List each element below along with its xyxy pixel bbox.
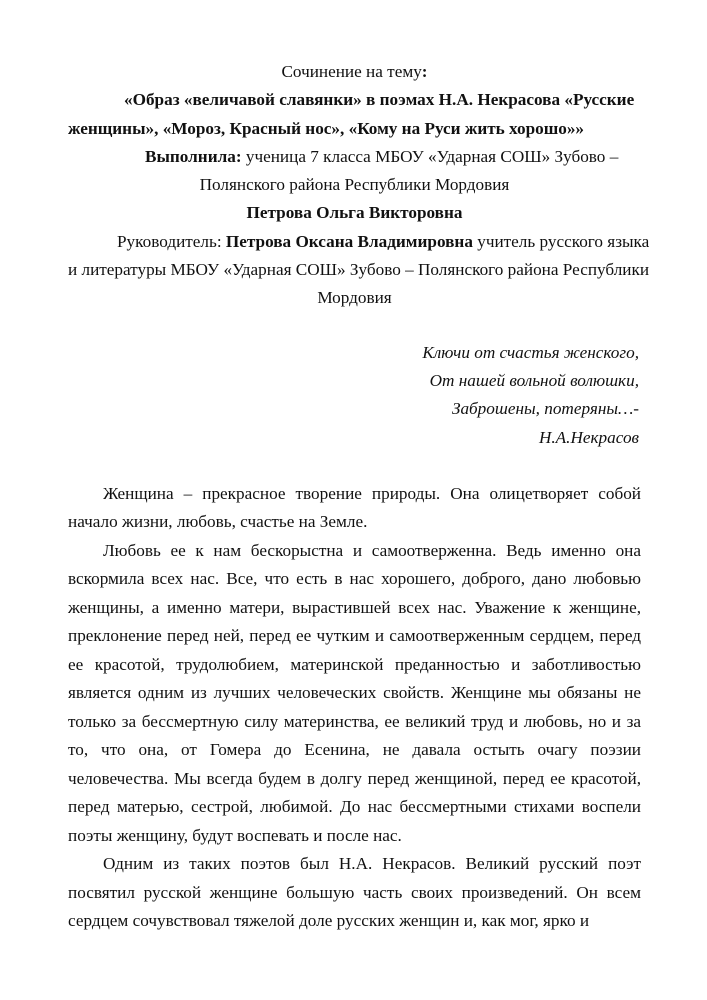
supervisor-line <box>68 228 650 256</box>
body-paragraph: Любовь ее к нам бескорыстна и самоотверженна. Ведь именно она вскормила всех нас. Все, что есть в нас хорошего, доброго, дано любовью женщины, а именно матери, вырастившей всех нас. Уважение к женщине, преклонение перед ней, перед ее чутким и самоотверженным сердцем, перед ее красотой, трудолюбием, материнской преданностью и заботливостью является одним из лучших человеческих свойств. Женщине мы обязаны не только за бессмертную силу материнства, ее великий труд и любовь, но и за то, что она, от Гомера до Есенина, не давала остыть очагу поэзии человечества. Мы всегда будем в долгу перед женщиной, перед ее красотой, перед матерью, сестрой, любимой. До нас бессмертными стихами воспели поэты женщину, будут воспевать и после нас. <box>68 540 641 845</box>
essay-label: Сочинение на тему <box>281 62 422 81</box>
performer-line <box>68 143 641 171</box>
body-paragraph: Одним из таких поэтов был Н.А. Некрасов. Великий русский поэт посвятил русской женщине большую часть своих произведений. Он всем сердцем сочувствовал тяжелой доле русских женщин и, как мог, ярко и <box>68 854 641 931</box>
document-page <box>68 58 650 936</box>
essay-header <box>68 58 650 313</box>
performer-label: Выполнила: <box>145 146 242 166</box>
epigraph-line: От нашей вольной волюшки, <box>429 370 639 390</box>
essay-body <box>68 480 641 936</box>
essay-title-line-1: «Образ «величавой славянки» в поэмах Н.А. Некрасова «Русские <box>124 90 635 110</box>
supervisor-label: Руководитель: <box>117 231 226 251</box>
supervisor-name: Петрова Оксана Владимировна <box>225 231 473 251</box>
epigraph-line: Заброшены, потеряны…- <box>451 399 639 419</box>
essay-label-line <box>68 58 641 86</box>
performer-text: ученица 7 класса МБОУ «Ударная СОШ» Зубово – <box>241 146 619 166</box>
essay-label-colon: : <box>421 62 428 81</box>
body-paragraph: Женщина – прекрасное творение природы. Она олицетворяет собой начало жизни, любовь, счастье на Земле. <box>68 483 641 532</box>
epigraph-line: Ключи от счастья женского, <box>422 342 639 362</box>
epigraph <box>68 339 641 452</box>
supervisor-text-cont2: Мордовия <box>317 288 392 308</box>
epigraph-author: Н.А.Некрасов <box>538 427 639 447</box>
student-name: Петрова Ольга Викторовна <box>246 203 463 223</box>
performer-text-cont: Полянского района Республики Мордовия <box>199 175 510 195</box>
supervisor-text-cont: и литературы МБОУ «Ударная СОШ» Зубово – Полянского района Республики <box>68 260 650 280</box>
supervisor-text: учитель русского языка <box>472 231 650 251</box>
essay-title-line-2: женщины», «Мороз, Красный нос», «Кому на Руси жить хорошо»» <box>68 118 585 138</box>
